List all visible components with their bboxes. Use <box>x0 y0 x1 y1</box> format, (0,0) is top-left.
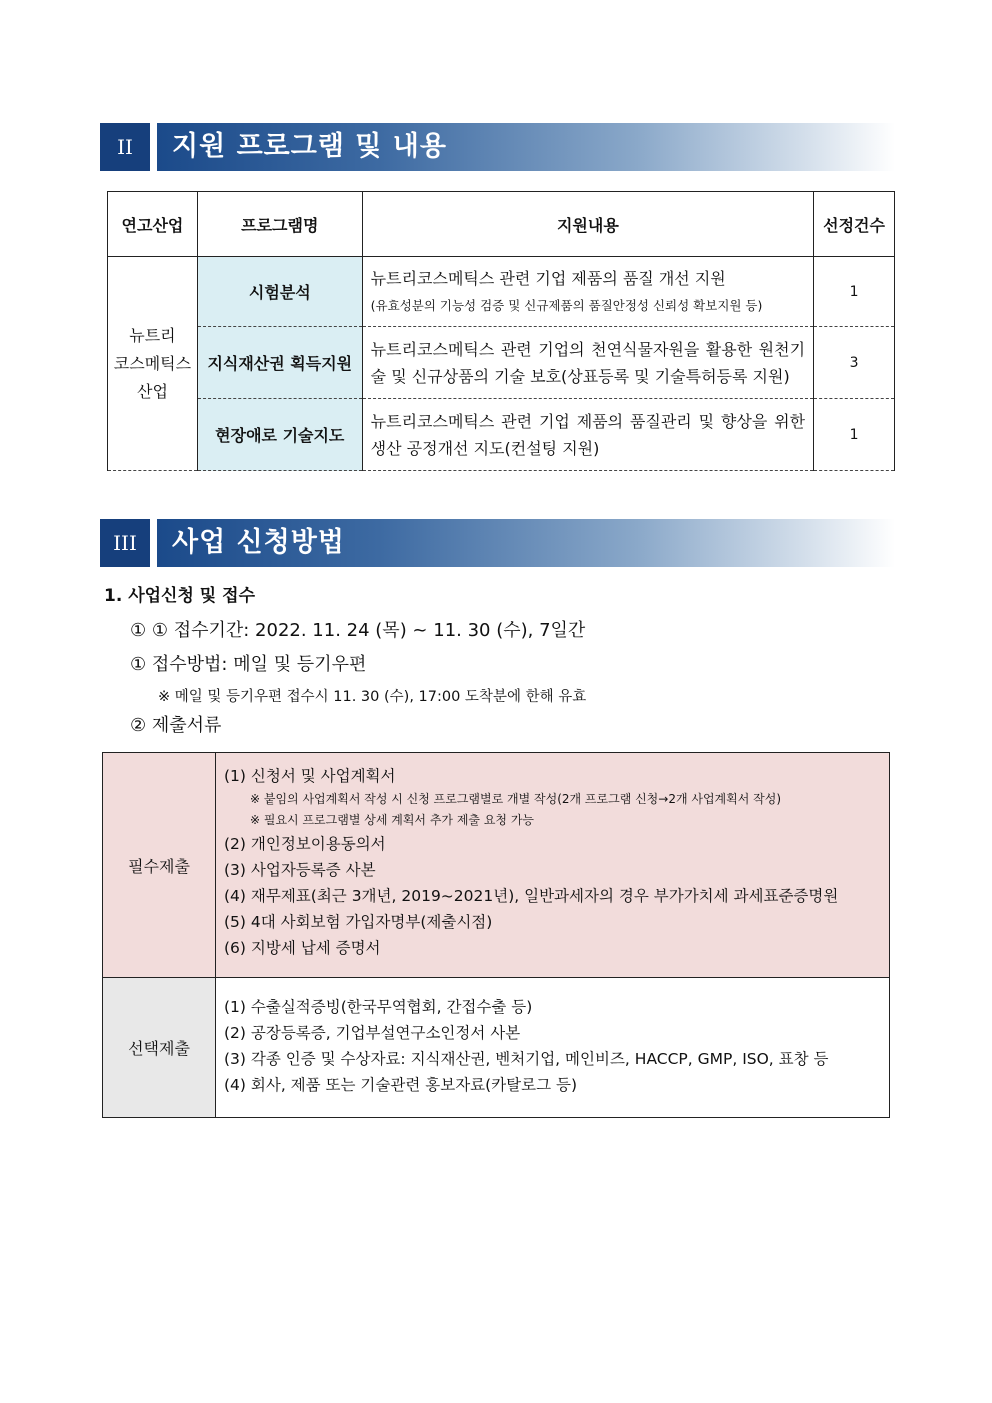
list-note: ※ 붙임의 사업계획서 작성 시 신청 프로그램별로 개별 작성(2개 프로그램 신청→2개 사업계획서 작성) <box>250 792 782 806</box>
table-header-row <box>108 192 895 257</box>
documents-line: ② 제출서류 <box>130 715 222 736</box>
period-line: ① ① 접수기간: 2022. 11. 24 (목) ~ 11. 30 (수), 7일간 <box>130 620 586 641</box>
optional-label: 선택제출 <box>103 978 216 1118</box>
program-name: 현장애로 기술지도 <box>197 399 362 471</box>
program-content: 뉴트리코스메틱스 관련 기업 제품의 품질관리 및 향상을 위한 생산 공정개선 지도(컨설팅 지원) <box>362 399 813 471</box>
program-table <box>107 191 895 471</box>
section-3-number: III <box>100 519 150 567</box>
list-note: ※ 필요시 프로그램별 상세 계획서 추가 제출 요청 가능 <box>250 813 535 827</box>
program-content <box>362 257 813 327</box>
list-item: (4) 회사, 제품 또는 기술관련 홍보자료(카탈로그 등) <box>224 1076 578 1094</box>
table-row <box>108 327 895 399</box>
method-note: ※ 메일 및 등기우편 접수시 11. 30 (수), 17:00 도착분에 한해 유효 <box>158 689 587 705</box>
industry-line: 산업 <box>136 381 168 401</box>
optional-row <box>103 978 890 1118</box>
sub-heading: 1. 사업신청 및 접수 <box>104 586 255 606</box>
table-row <box>108 399 895 471</box>
table-row <box>108 257 895 327</box>
section-2-header <box>100 123 895 171</box>
section-3-header <box>100 519 895 567</box>
list-item: (1) 신청서 및 사업계획서 <box>224 767 396 785</box>
required-row <box>103 753 890 978</box>
program-count: 3 <box>814 327 895 399</box>
industry-cell <box>108 257 198 471</box>
optional-items <box>216 978 890 1118</box>
program-name: 시험분석 <box>197 257 362 327</box>
list-item: (1) 수출실적증빙(한국무역협회, 간접수출 등) <box>224 998 533 1016</box>
header-program: 프로그램명 <box>197 192 362 257</box>
section-2-number: II <box>100 123 150 171</box>
documents-table <box>102 752 890 1118</box>
required-items <box>216 753 890 978</box>
list-item: (2) 개인정보이용동의서 <box>224 835 386 853</box>
program-count: 1 <box>814 399 895 471</box>
header-count: 선정건수 <box>814 192 895 257</box>
list-item: (3) 각종 인증 및 수상자료: 지식재산권, 벤처기업, 메인비즈, HACCP, GMP, ISO, 표창 등 <box>224 1050 829 1068</box>
list-item: (5) 4대 사회보험 가입자명부(제출시점) <box>224 913 493 931</box>
industry-line: 뉴트리 <box>129 325 176 345</box>
program-content: 뉴트리코스메틱스 관련 기업의 천연식물자원을 활용한 원천기술 및 신규상품의 기술 보호(상표등록 및 기술특허등록 지원) <box>362 327 813 399</box>
header-content: 지원내용 <box>362 192 813 257</box>
content-main: 뉴트리코스메틱스 관련 기업 제품의 품질 개선 지원 <box>370 268 726 288</box>
section-2-title: 지원 프로그램 및 내용 <box>172 131 447 162</box>
required-label: 필수제출 <box>103 753 216 978</box>
industry-line: 코스메틱스 <box>113 353 192 373</box>
list-item: (2) 공장등록증, 기업부설연구소인정서 사본 <box>224 1024 521 1042</box>
header-industry: 연고산업 <box>108 192 198 257</box>
method-line: ① 접수방법: 메일 및 등기우편 <box>130 654 367 675</box>
list-item: (6) 지방세 납세 증명서 <box>224 939 381 957</box>
section-3-title: 사업 신청방법 <box>172 527 345 558</box>
list-item: (3) 사업자등록증 사본 <box>224 861 376 879</box>
program-name: 지식재산권 획득지원 <box>197 327 362 399</box>
list-item: (4) 재무제표(최근 3개년, 2019~2021년), 일반과세자의 경우 부가가치세 과세표준증명원 <box>224 887 839 905</box>
content-sub: (유효성분의 기능성 검증 및 신규제품의 품질안정성 신뢰성 확보지원 등) <box>370 297 763 313</box>
program-count: 1 <box>814 257 895 327</box>
